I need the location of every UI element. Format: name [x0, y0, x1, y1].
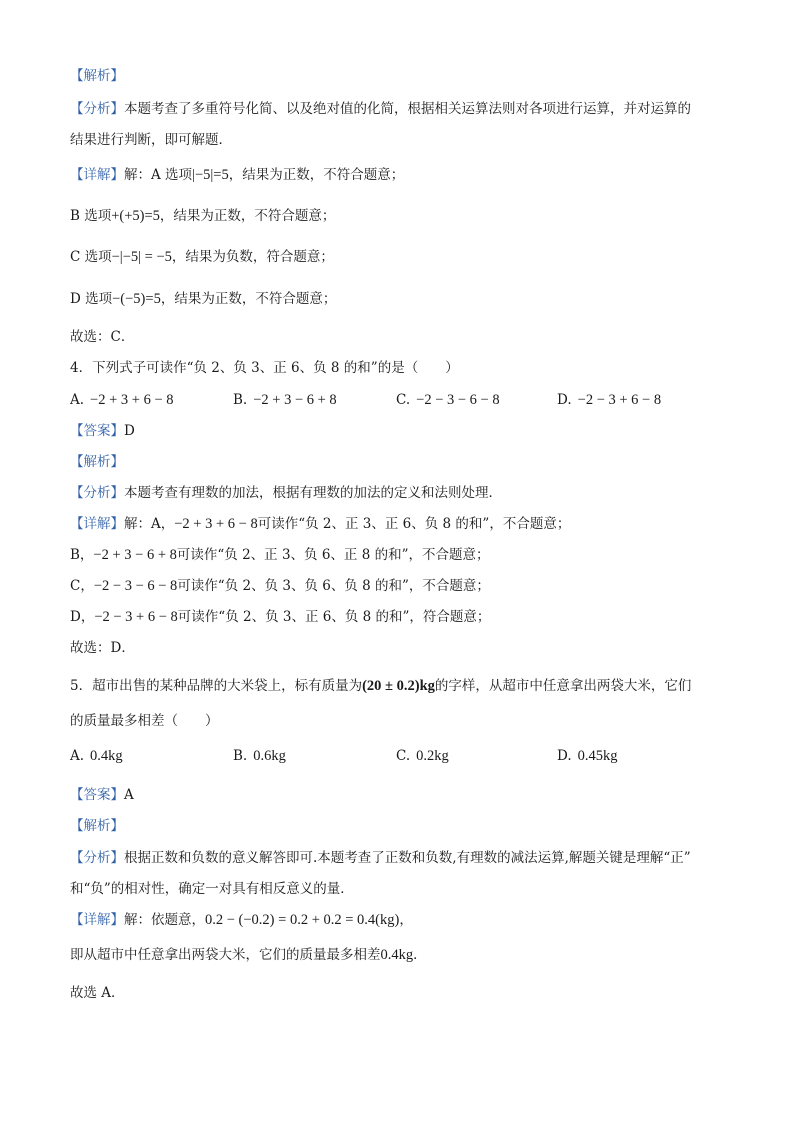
- q4-d1-suffix: 可读作“负 2、正 3、正 6、负 8 的和”，不合题意；: [257, 516, 571, 532]
- q5-option-d-expr: 0.45kg: [577, 748, 618, 764]
- q4-answer: [70, 421, 734, 441]
- q4-d3-suffix: 可读作“负 2、负 3、负 6、负 8 的和”，不合题意；: [177, 578, 490, 594]
- q4-option-d-label: D.: [557, 392, 572, 408]
- q5-stem-math: (20 ± 0.2)kg: [362, 678, 435, 694]
- q3-c-suffix: ，结果为负数，符合题意；: [171, 249, 334, 265]
- q5-stem-text-1b: 的字样，从超市中任意拿出两袋大米，它们: [434, 678, 692, 694]
- q5-fenxi-tag: 【分析】: [70, 850, 124, 866]
- q4-option-a-label: A.: [70, 392, 85, 408]
- q4-option-d: [557, 390, 661, 410]
- q5-jiexi-tag: 【解析】: [70, 818, 124, 834]
- q5-option-c-expr: 0.2kg: [416, 748, 449, 764]
- q5-fenxi-text-2: 和“负”的相对性，确定一对具有相反意义的量．: [70, 881, 354, 897]
- q3-d-math: −(−5)=5: [112, 291, 161, 307]
- q4-stem: [70, 358, 734, 378]
- q3-d-prefix: D 选项: [70, 291, 113, 307]
- q5-jiexi-heading: [70, 816, 734, 836]
- q5-option-d-label: D.: [557, 748, 572, 764]
- q3-xiangjie-b: [70, 206, 734, 226]
- q4-d2-prefix: B，: [70, 547, 94, 563]
- q5-fenxi-text-1: 根据正数和负数的意义解答即可.本题考查了正数和负数,有理数的减法运算,解题关键是理解“正”: [124, 850, 691, 866]
- q4-option-d-expr: −2 − 3 + 6 − 8: [577, 392, 662, 408]
- q4-conclusion-text: 故选：D．: [70, 640, 135, 656]
- q4-jiexi-tag: 【解析】: [70, 454, 124, 470]
- q5-xiangjie-suffix: ，: [399, 912, 413, 928]
- q3-xiangjie-a: [70, 165, 734, 185]
- q5-conclusion-text: 故选 A．: [70, 985, 125, 1001]
- q5-line2-math: 0.4kg: [380, 947, 414, 963]
- q3-b-suffix: ，结果为正数，不符合题意；: [159, 208, 336, 224]
- q4-d3-prefix: C，: [70, 578, 94, 594]
- q3-fenxi-tag: 【分析】: [70, 101, 124, 117]
- q3-conclusion: [70, 327, 734, 347]
- q3-a-math: |−5|=5: [192, 167, 229, 183]
- q5-answer-value: A: [124, 787, 134, 803]
- q4-option-b-label: B.: [233, 392, 248, 408]
- q4-conclusion: [70, 638, 734, 658]
- q5-conclusion: [70, 983, 734, 1003]
- q5-xiangjie-prefix: 解：依题意，: [124, 912, 205, 928]
- q3-a-prefix: 解：A 选项: [124, 167, 193, 183]
- q4-jiexi-heading: [70, 452, 734, 472]
- q3-b-math: +(+5)=5: [111, 208, 160, 224]
- q4-d1-expr: −2 + 3 + 6 − 8: [174, 516, 258, 532]
- q3-fenxi-line-2: [70, 130, 734, 150]
- q4-fenxi-line: [70, 483, 734, 503]
- q5-answer-tag: 【答案】: [70, 787, 124, 803]
- q3-fenxi-text-1: 本题考查了多重符号化简、以及绝对值的化简，根据相关运算法则对各项进行运算，并对运算的: [124, 101, 691, 117]
- q3-c-math: −|−5| = −5: [111, 249, 172, 265]
- q3-xiangjie-tag: 【详解】: [70, 167, 124, 183]
- q4-xiangjie-1: [70, 514, 734, 534]
- q4-fenxi-text: 本题考查有理数的加法，根据有理数的加法的定义和法则处理．: [124, 485, 502, 501]
- q4-stem-text: 4．下列式子可读作“负 2、负 3、正 6、负 8 的和”的是（ ）: [70, 360, 459, 376]
- q3-jiexi-tag: 【解析】: [70, 68, 124, 84]
- q5-answer: [70, 785, 734, 805]
- q5-line2-suffix: ．: [413, 947, 427, 963]
- q4-option-b-expr: −2 + 3 − 6 + 8: [253, 392, 337, 408]
- q3-jiexi-heading: [70, 66, 734, 86]
- q4-option-a-expr: −2 + 3 + 6 − 8: [90, 392, 174, 408]
- q4-d4-prefix: D，: [70, 609, 95, 625]
- q4-xiangjie-3: [70, 576, 734, 596]
- q5-option-b: [233, 746, 286, 766]
- q5-fenxi-line-2: [70, 879, 734, 899]
- q3-conclusion-text: 故选：C．: [70, 329, 135, 345]
- q5-option-c: [396, 746, 449, 766]
- q4-xiangjie-4: [70, 607, 734, 627]
- q4-option-c: [396, 390, 500, 410]
- q4-fenxi-tag: 【分析】: [70, 485, 124, 501]
- q4-option-c-label: C.: [396, 392, 411, 408]
- q3-c-prefix: C 选项: [70, 249, 112, 265]
- q3-xiangjie-d: [70, 289, 734, 309]
- q4-option-b: [233, 390, 337, 410]
- q4-xiangjie-tag: 【详解】: [70, 516, 124, 532]
- q5-option-d: [557, 746, 618, 766]
- q5-xiangjie-line-1: [70, 910, 734, 930]
- q5-option-c-label: C.: [396, 748, 411, 764]
- q5-stem-line-2: [70, 711, 734, 731]
- q5-line2-prefix: 即从超市中任意拿出两袋大米，它们的质量最多相差: [70, 947, 381, 963]
- q3-xiangjie-c: [70, 247, 734, 267]
- q4-d2-suffix: 可读作“负 2、正 3、负 6、正 8 的和”，不合题意；: [176, 547, 490, 563]
- q5-option-a-expr: 0.4kg: [90, 748, 123, 764]
- q3-fenxi-text-2: 结果进行判断，即可解题．: [70, 132, 232, 148]
- q5-xiangjie-math: 0.2 − (−0.2) = 0.2 + 0.2 = 0.4(kg): [205, 912, 400, 928]
- q4-xiangjie-2: [70, 545, 734, 565]
- q5-stem-text-2: 的质量最多相差（ ）: [70, 713, 219, 729]
- q5-option-b-expr: 0.6kg: [253, 748, 286, 764]
- q5-xiangjie-tag: 【详解】: [70, 912, 124, 928]
- q4-d1-prefix: 解：A，: [124, 516, 175, 532]
- q5-stem-line-1: [70, 676, 734, 696]
- q5-stem-text-1a: 5．超市出售的某种品牌的大米袋上，标有质量为: [70, 678, 363, 694]
- q5-fenxi-line-1: [70, 848, 734, 868]
- q5-option-b-label: B.: [233, 748, 248, 764]
- q4-d3-expr: −2 − 3 − 6 − 8: [93, 578, 178, 594]
- q3-d-suffix: ，结果为正数，不符合题意；: [160, 291, 337, 307]
- q4-answer-value: D: [124, 423, 135, 439]
- q4-answer-tag: 【答案】: [70, 423, 124, 439]
- q5-option-a-label: A.: [70, 748, 85, 764]
- q4-d4-suffix: 可读作“负 2、负 3、正 6、负 8 的和”，符合题意；: [177, 609, 491, 625]
- q3-b-prefix: B 选项: [70, 208, 112, 224]
- q3-a-suffix: ，结果为正数，不符合题意；: [228, 167, 405, 183]
- q4-option-c-expr: −2 − 3 − 6 − 8: [416, 392, 500, 408]
- q3-fenxi-line-1: [70, 99, 734, 119]
- q4-d4-expr: −2 − 3 + 6 − 8: [94, 609, 178, 625]
- q5-xiangjie-line-2: [70, 945, 734, 965]
- q5-option-a: [70, 746, 123, 766]
- q4-d2-expr: −2 + 3 − 6 + 8: [93, 547, 177, 563]
- q4-option-a: [70, 390, 174, 410]
